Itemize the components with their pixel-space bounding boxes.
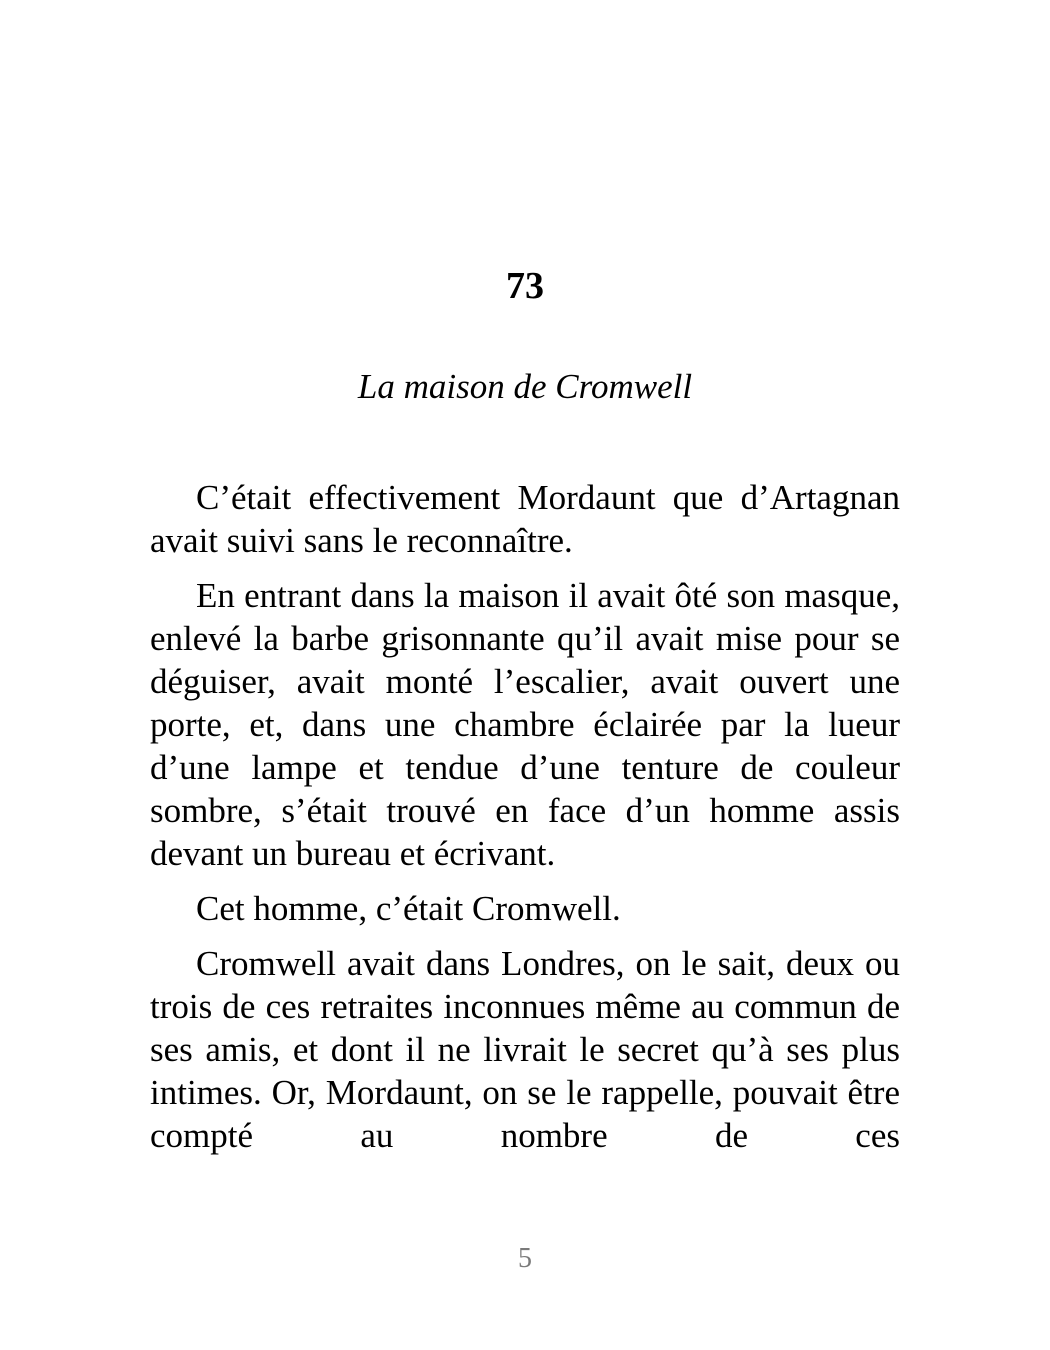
chapter-title: La maison de Cromwell — [357, 367, 693, 406]
page-number: 5 — [518, 1243, 532, 1274]
paragraph: Cromwell avait dans Londres, on le sait, deux ou trois de ces retraites inconnues même au commun de ses amis, et dont il ne livrait le secret qu’à ses plus intimes. Or, Mordaunt, on se le rappelle, pouvait être compté au nombre de ces — [150, 944, 900, 1155]
paragraph: C’était effectivement Mordaunt que d’Artagnan avait suivi sans le reconnaître. — [150, 478, 900, 560]
body-text — [150, 476, 900, 1169]
paragraph: Cet homme, c’était Cromwell. — [196, 889, 621, 928]
chapter-number: 73 — [506, 265, 544, 307]
paragraph: En entrant dans la maison il avait ôté son masque, enlevé la barbe grisonnante qu’il avait mise pour se déguiser, avait monté l’escalier, avait ouvert une porte, et, dans une chambre éclairée par la lueur d’une lampe et tendue d’une tenture de couleur sombre, s’était trouvé en face d’un homme assis devant un bureau et écrivant. — [150, 576, 900, 873]
